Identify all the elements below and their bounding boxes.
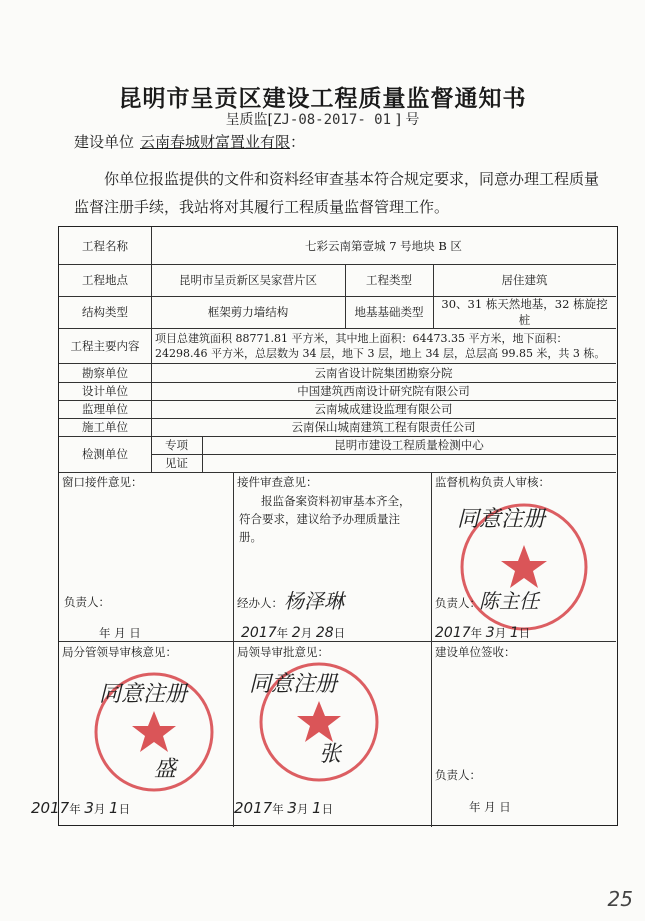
doc-no-suffix: ] 号 [391, 112, 420, 128]
location-value: 昆明市呈贡新区吴家营片区 [179, 273, 317, 287]
structure-label: 结构类型 [82, 305, 128, 319]
design-value: 中国建筑西南设计研究院有限公司 [297, 384, 470, 398]
bureau-leader-signature: 同意注册 [249, 672, 338, 697]
receive-signature: 杨泽琳 [284, 589, 344, 613]
foundation-value: 30、31 栋天然地基，32 栋旋挖桩 [441, 297, 608, 327]
construction-unit-line [74, 131, 305, 152]
survey-label: 勘察单位 [82, 365, 128, 380]
bureau-leader-date: 2017年 3月 1日 [234, 799, 334, 817]
project-name-value: 七彩云南第壹城 7 号地块 B 区 [305, 238, 462, 253]
content-value: 项目总建筑面积 88771.81 平方米，其中地上面积：64473.35 平方米，地下面积：24298.46 平方米，总层数为 34 层，地下 3 层，地上 34 层，总层高 99.85 米，共 3 栋。 [155, 331, 606, 360]
construction-unit-value: 云南春城财富置业有限 [140, 133, 291, 151]
builder-person-label: 负责人： [435, 768, 481, 782]
construction-unit-colon: ： [290, 133, 306, 151]
info-table [31, 226, 618, 826]
document-number [0, 109, 645, 129]
page-number: 25 [607, 887, 633, 911]
builder-value: 云南保山城南建筑工程有限责任公司 [291, 420, 476, 434]
head-review-label: 监督机构负责人审核： [435, 475, 550, 489]
project-name-label: 工程名称 [82, 238, 128, 253]
receive-opinion-text: 报监备案资料初审基本齐全，符合要求，建议给予办理质量注册。 [239, 494, 411, 544]
supervision-label: 监理单位 [82, 402, 128, 416]
foundation-label: 地基基础类型 [354, 305, 424, 319]
content-label: 工程主要内容 [70, 338, 140, 353]
notice-body: 你单位报监提供的文件和资料经审查基本符合规定要求，同意办理工程质量监督注册手续，我站将对其履行工程质量监督管理工作。 [74, 170, 600, 216]
head-date: 2017年 3月 1日 [435, 625, 531, 641]
bureau-division-date: 2017年 3月 1日 [31, 799, 131, 817]
builder-date: 年 月 日 [469, 800, 511, 814]
type-label: 工程类型 [366, 273, 412, 287]
supervision-value: 云南城成建设监理有限公司 [314, 402, 453, 416]
testing-witness-value [202, 454, 616, 472]
testing-witness-label: 见证 [165, 456, 188, 470]
window-person-label: 负责人： [64, 595, 110, 609]
document-title: 昆明市呈贡区建设工程质量监督通知书 [118, 86, 527, 112]
receive-date: 2017年 2月 28日 [241, 625, 346, 641]
structure-value: 框架剪力墙结构 [207, 305, 289, 319]
builder-label: 施工单位 [82, 420, 128, 434]
construction-unit-label: 建设单位 [74, 133, 135, 151]
receive-person-label: 经办人： [237, 596, 283, 610]
head-review-signature: 同意注册 [457, 507, 546, 532]
builder-signoff-label: 建设单位签收： [435, 645, 516, 659]
bureau-leader-name: 张 [319, 742, 342, 767]
bureau-division-name: 盛 [154, 757, 177, 782]
design-label: 设计单位 [82, 384, 128, 398]
doc-no-code: ZJ-08-2017- 01 [273, 112, 392, 128]
bureau-division-signature: 同意注册 [99, 682, 188, 707]
window-date: 年 月 日 [99, 626, 141, 640]
location-label: 工程地点 [82, 273, 128, 287]
testing-special-label: 专项 [165, 438, 188, 452]
type-value: 居住建筑 [501, 273, 548, 287]
testing-special-value: 昆明市建设工程质量检测中心 [334, 438, 484, 452]
bureau-leader-label: 局领导审批意见： [237, 645, 329, 659]
doc-no-prefix: 呈质监[ [225, 112, 274, 128]
head-person-label: 负责人： [435, 596, 481, 610]
survey-value: 云南省设计院集团勘察分院 [314, 365, 453, 380]
receive-opinion-label: 接件审查意见： [237, 475, 318, 489]
bureau-division-label: 局分管领导审核意见： [62, 645, 177, 659]
testing-label: 检测单位 [82, 447, 128, 461]
window-opinion-label: 窗口接件意见： [62, 475, 143, 489]
head-signature: 陈主任 [479, 589, 539, 613]
